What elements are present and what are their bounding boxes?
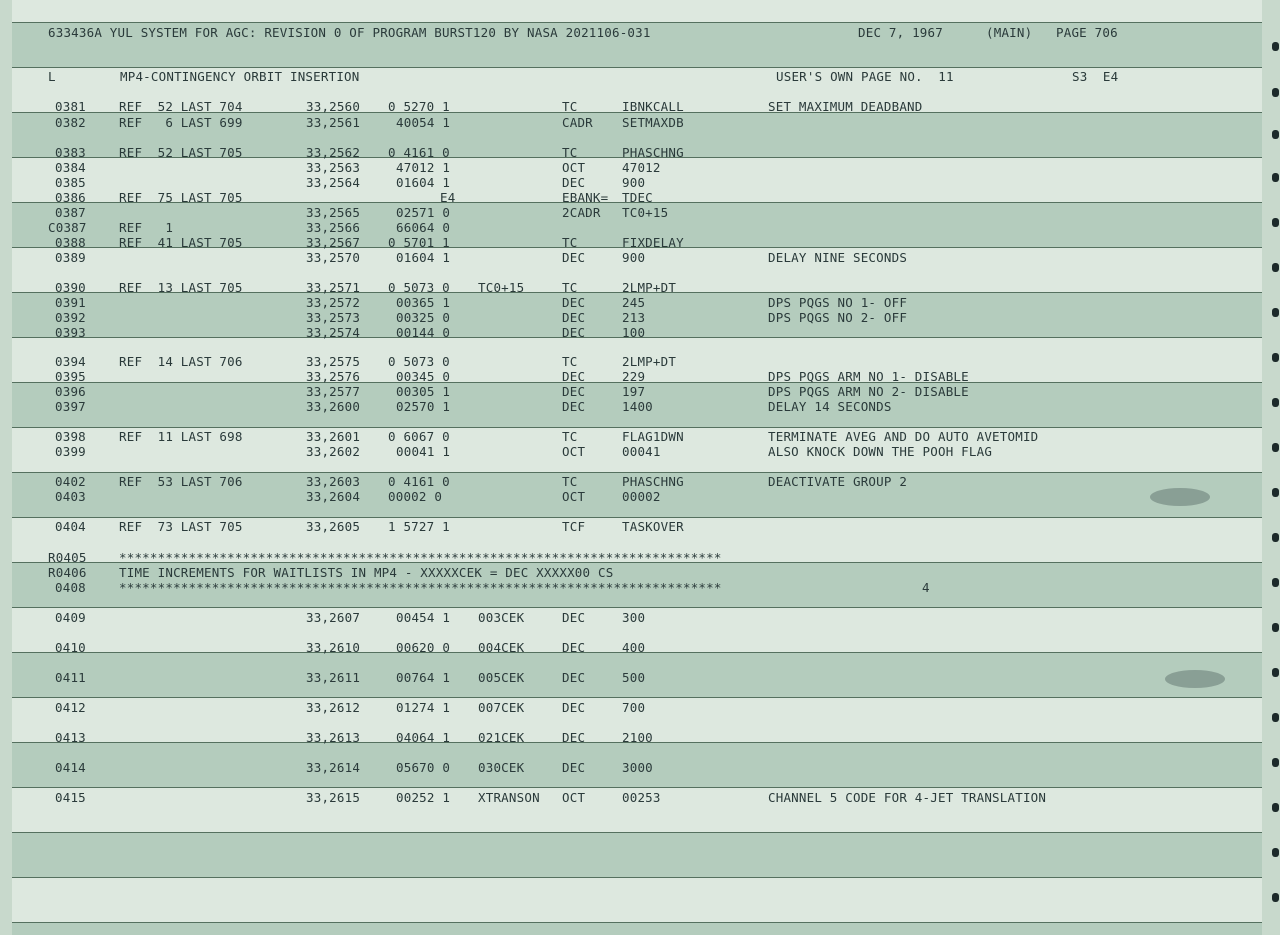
- paper-band: [12, 922, 1262, 935]
- operand: 900: [622, 175, 646, 190]
- listing-row: [0, 565, 1280, 580]
- line-number: 0399: [55, 444, 86, 459]
- line-number: 0393: [55, 325, 86, 340]
- address: 33,2604: [306, 489, 361, 504]
- feed-hole: [1272, 893, 1279, 902]
- header-page: PAGE 706: [1056, 25, 1118, 40]
- opcode: DEC: [562, 399, 586, 414]
- address: 33,2572: [306, 295, 361, 310]
- listing-row: [0, 489, 1280, 504]
- operand: 2100: [622, 730, 653, 745]
- operand: TDEC: [622, 190, 653, 205]
- listing-row: [0, 519, 1280, 534]
- listing-row: [0, 295, 1280, 310]
- octal-word: 0 6067 0: [388, 429, 450, 444]
- line-number: 0409: [55, 610, 86, 625]
- opcode: CADR: [562, 115, 593, 130]
- operand: 00041: [622, 444, 661, 459]
- address: 33,2560: [306, 99, 361, 114]
- listing-row: [0, 145, 1280, 160]
- listing-row: [0, 670, 1280, 685]
- address: 33,2613: [306, 730, 361, 745]
- address: 33,2602: [306, 444, 361, 459]
- band-rule: [12, 787, 1262, 788]
- subheader-line: [0, 69, 1280, 84]
- listing-row: [0, 220, 1280, 235]
- opcode: DEC: [562, 295, 586, 310]
- listing-row: [0, 640, 1280, 655]
- octal-word: 47012 1: [396, 160, 451, 175]
- band-rule: [12, 22, 1262, 23]
- opcode: DEC: [562, 730, 586, 745]
- line-number: 0391: [55, 295, 86, 310]
- operand: 300: [622, 610, 646, 625]
- operand: FLAG1DWN: [622, 429, 684, 444]
- address: 33,2563: [306, 160, 361, 175]
- line-number: 0404: [55, 519, 86, 534]
- listing-row: [0, 474, 1280, 489]
- listing-row: [0, 444, 1280, 459]
- octal-word: 00365 1: [396, 295, 451, 310]
- line-number: 0392: [55, 310, 86, 325]
- octal-word: 0 4161 0: [388, 474, 450, 489]
- comment: DPS PQGS ARM NO 2- DISABLE: [768, 384, 969, 399]
- band-rule: [12, 877, 1262, 878]
- operand: 00002: [622, 489, 661, 504]
- reference: REF 14 LAST 706: [119, 354, 243, 369]
- operand: TC0+15: [622, 205, 669, 220]
- listing-row: [0, 190, 1280, 205]
- operand: 229: [622, 369, 646, 384]
- address: 33,2570: [306, 250, 361, 265]
- operand: 700: [622, 700, 646, 715]
- address: 33,2561: [306, 115, 361, 130]
- line-number: 0382: [55, 115, 86, 130]
- comment: DPS PQGS NO 1- OFF: [768, 295, 908, 310]
- opcode: OCT: [562, 160, 586, 175]
- users-page-number: USER'S OWN PAGE NO. 11: [776, 69, 954, 84]
- listing-row: [0, 580, 1280, 595]
- operand: PHASCHNG: [622, 474, 684, 489]
- opcode: DEC: [562, 310, 586, 325]
- line-number: 0413: [55, 730, 86, 745]
- band-rule: [12, 607, 1262, 608]
- line-number: 0395: [55, 369, 86, 384]
- operand: 245: [622, 295, 646, 310]
- opcode: TC: [562, 354, 578, 369]
- comment: SET MAXIMUM DEADBAND: [768, 99, 923, 114]
- listing-row: [0, 384, 1280, 399]
- listing-row: [0, 310, 1280, 325]
- operand: 900: [622, 250, 646, 265]
- address: 33,2607: [306, 610, 361, 625]
- operand: 213: [622, 310, 646, 325]
- paper-band: [12, 877, 1262, 922]
- feed-hole: [1272, 130, 1279, 139]
- line-number: 0389: [55, 250, 86, 265]
- opcode: TCF: [562, 519, 586, 534]
- symbol-label: 004CEK: [478, 640, 525, 655]
- opcode: TC: [562, 280, 578, 295]
- routine-title: MP4-CONTINGENCY ORBIT INSERTION: [120, 69, 360, 84]
- band-rule: [12, 832, 1262, 833]
- opcode: TC: [562, 429, 578, 444]
- address: 33,2601: [306, 429, 361, 444]
- address: 33,2600: [306, 399, 361, 414]
- listing-row: [0, 115, 1280, 130]
- opcode: TC: [562, 99, 578, 114]
- line-number: 0403: [55, 489, 86, 504]
- comment: DPS PQGS ARM NO 1- DISABLE: [768, 369, 969, 384]
- address: 33,2567: [306, 235, 361, 250]
- ebank-setting: S3 E4: [1072, 69, 1119, 84]
- listing-row: [0, 369, 1280, 384]
- line-number: 0412: [55, 700, 86, 715]
- feed-hole: [1272, 848, 1279, 857]
- operand: 2LMP+DT: [622, 280, 677, 295]
- address: 33,2605: [306, 519, 361, 534]
- line-number: 0386: [55, 190, 86, 205]
- address: 33,2610: [306, 640, 361, 655]
- line-number: 0408: [55, 580, 86, 595]
- operand: PHASCHNG: [622, 145, 684, 160]
- opcode: DEC: [562, 250, 586, 265]
- line-number: 0396: [55, 384, 86, 399]
- address: 33,2575: [306, 354, 361, 369]
- octal-word: 00305 1: [396, 384, 451, 399]
- address: 33,2614: [306, 760, 361, 775]
- octal-word: 04064 1: [396, 730, 451, 745]
- octal-word: 66064 0: [396, 220, 451, 235]
- reference: REF 73 LAST 705: [119, 519, 243, 534]
- reference: ******************************************************************************: [119, 580, 722, 595]
- listing-row: [0, 429, 1280, 444]
- line-number: 0398: [55, 429, 86, 444]
- address: 33,2615: [306, 790, 361, 805]
- paper-band: [12, 832, 1262, 877]
- line-number: R0405: [48, 550, 87, 565]
- symbol-label: XTRANSON: [478, 790, 540, 805]
- listing-row: [0, 399, 1280, 414]
- listing-row: [0, 280, 1280, 295]
- reference: REF 13 LAST 705: [119, 280, 243, 295]
- line-number: 0387: [55, 205, 86, 220]
- opcode: DEC: [562, 640, 586, 655]
- feed-hole: [1272, 533, 1279, 542]
- band-rule: [12, 67, 1262, 68]
- line-number: R0406: [48, 565, 87, 580]
- address: 33,2573: [306, 310, 361, 325]
- line-number: 0410: [55, 640, 86, 655]
- band-rule: [12, 922, 1262, 923]
- opcode: EBANK=: [562, 190, 609, 205]
- comment: CHANNEL 5 CODE FOR 4-JET TRANSLATION: [768, 790, 1047, 805]
- octal-word: 02571 0: [396, 205, 451, 220]
- octal-word: 02570 1: [396, 399, 451, 414]
- operand: IBNKCALL: [622, 99, 684, 114]
- listing-row: [0, 700, 1280, 715]
- opcode: DEC: [562, 670, 586, 685]
- address: 33,2571: [306, 280, 361, 295]
- listing-row: [0, 205, 1280, 220]
- address: 33,2612: [306, 700, 361, 715]
- operand: 400: [622, 640, 646, 655]
- octal-word: 00620 0: [396, 640, 451, 655]
- operand: 1400: [622, 399, 653, 414]
- octal-word: 0 5073 0: [388, 280, 450, 295]
- reference: REF 1: [119, 220, 174, 235]
- comment: 4: [922, 580, 930, 595]
- line-number: 0385: [55, 175, 86, 190]
- opcode: DEC: [562, 700, 586, 715]
- octal-word: 00325 0: [396, 310, 451, 325]
- reference: REF 6 LAST 699: [119, 115, 243, 130]
- symbol-label: 021CEK: [478, 730, 525, 745]
- operand: 3000: [622, 760, 653, 775]
- symbol-label: 005CEK: [478, 670, 525, 685]
- octal-word: 00454 1: [396, 610, 451, 625]
- comment: ALSO KNOCK DOWN THE POOH FLAG: [768, 444, 993, 459]
- address: 33,2577: [306, 384, 361, 399]
- octal-word: 00764 1: [396, 670, 451, 685]
- reference: REF 11 LAST 698: [119, 429, 243, 444]
- reference: REF 52 LAST 705: [119, 145, 243, 160]
- opcode: TC: [562, 235, 578, 250]
- feed-hole: [1272, 42, 1279, 51]
- opcode: OCT: [562, 444, 586, 459]
- band-rule: [12, 472, 1262, 473]
- octal-word: 05670 0: [396, 760, 451, 775]
- listing-row: [0, 790, 1280, 805]
- header-date: DEC 7, 1967: [858, 25, 943, 40]
- band-rule: [12, 427, 1262, 428]
- octal-word: 00252 1: [396, 790, 451, 805]
- octal-word: 1 5727 1: [388, 519, 450, 534]
- octal-word: 00002 0: [388, 489, 443, 504]
- line-number: 0383: [55, 145, 86, 160]
- opcode: DEC: [562, 384, 586, 399]
- octal-word: 00345 0: [396, 369, 451, 384]
- listing-row: [0, 175, 1280, 190]
- octal-word: 01604 1: [396, 175, 451, 190]
- octal-word: 0 4161 0: [388, 145, 450, 160]
- octal-word: E4: [440, 190, 456, 205]
- operand: 00253: [622, 790, 661, 805]
- address: 33,2574: [306, 325, 361, 340]
- symbol-label: 030CEK: [478, 760, 525, 775]
- opcode: OCT: [562, 790, 586, 805]
- line-number: 0394: [55, 354, 86, 369]
- listing-row: [0, 325, 1280, 340]
- listing-row: [0, 730, 1280, 745]
- line-number: C0387: [48, 220, 87, 235]
- listing-row: [0, 235, 1280, 250]
- comment: DELAY NINE SECONDS: [768, 250, 908, 265]
- opcode: DEC: [562, 325, 586, 340]
- comment: DELAY 14 SECONDS: [768, 399, 892, 414]
- operand: 100: [622, 325, 646, 340]
- address: 33,2611: [306, 670, 361, 685]
- operand: 197: [622, 384, 646, 399]
- band-rule: [12, 517, 1262, 518]
- octal-word: 0 5073 0: [388, 354, 450, 369]
- symbol-label: 003CEK: [478, 610, 525, 625]
- opcode: TC: [562, 474, 578, 489]
- line-number: 0397: [55, 399, 86, 414]
- octal-word: 40054 1: [396, 115, 451, 130]
- listing-row: [0, 99, 1280, 114]
- reference: ******************************************************************************: [119, 550, 722, 565]
- line-number: 0415: [55, 790, 86, 805]
- address: 33,2562: [306, 145, 361, 160]
- line-number: 0388: [55, 235, 86, 250]
- listing-row: [0, 160, 1280, 175]
- symbol-label: TC0+15: [478, 280, 525, 295]
- line-number: 0384: [55, 160, 86, 175]
- feed-hole: [1272, 88, 1279, 97]
- address: 33,2566: [306, 220, 361, 235]
- opcode: DEC: [562, 369, 586, 384]
- operand: 500: [622, 670, 646, 685]
- line-number: 0402: [55, 474, 86, 489]
- opcode: 2CADR: [562, 205, 601, 220]
- operand: FIXDELAY: [622, 235, 684, 250]
- header-title: 633436A YUL SYSTEM FOR AGC: REVISION 0 OF PROGRAM BURST120 BY NASA 2021106-031: [48, 25, 651, 40]
- reference: TIME INCREMENTS FOR WAITLISTS IN MP4 - XXXXXCEK = DEC XXXXX00 CS: [119, 565, 614, 580]
- reference: REF 75 LAST 705: [119, 190, 243, 205]
- opcode: OCT: [562, 489, 586, 504]
- reference: REF 53 LAST 706: [119, 474, 243, 489]
- address: 33,2576: [306, 369, 361, 384]
- octal-word: 0 5701 1: [388, 235, 450, 250]
- listing-row: [0, 354, 1280, 369]
- address: 33,2564: [306, 175, 361, 190]
- octal-word: 00041 1: [396, 444, 451, 459]
- reference: REF 52 LAST 704: [119, 99, 243, 114]
- comment: DPS PQGS NO 2- OFF: [768, 310, 908, 325]
- operand: TASKOVER: [622, 519, 684, 534]
- reference: REF 41 LAST 705: [119, 235, 243, 250]
- octal-word: 00144 0: [396, 325, 451, 340]
- octal-word: 01604 1: [396, 250, 451, 265]
- header-section: (MAIN): [986, 25, 1033, 40]
- line-number: 0411: [55, 670, 86, 685]
- line-number: 0390: [55, 280, 86, 295]
- opcode: DEC: [562, 760, 586, 775]
- comment: TERMINATE AVEG AND DO AUTO AVETOMID: [768, 429, 1039, 444]
- symbol-label: 007CEK: [478, 700, 525, 715]
- octal-word: 01274 1: [396, 700, 451, 715]
- opcode: TC: [562, 145, 578, 160]
- opcode: DEC: [562, 610, 586, 625]
- octal-word: 0 5270 1: [388, 99, 450, 114]
- address: 33,2603: [306, 474, 361, 489]
- listing-row: [0, 550, 1280, 565]
- listing-row: [0, 250, 1280, 265]
- line-number: 0381: [55, 99, 86, 114]
- header-line: [0, 25, 1280, 40]
- address: 33,2565: [306, 205, 361, 220]
- operand: SETMAXDB: [622, 115, 684, 130]
- band-rule: [12, 697, 1262, 698]
- paper-band: [12, 0, 1262, 22]
- listing-row: [0, 610, 1280, 625]
- comment: DEACTIVATE GROUP 2: [768, 474, 908, 489]
- listing-row: [0, 760, 1280, 775]
- line-number: 0414: [55, 760, 86, 775]
- operand: 47012: [622, 160, 661, 175]
- opcode: DEC: [562, 175, 586, 190]
- log-mark: L: [48, 69, 56, 84]
- operand: 2LMP+DT: [622, 354, 677, 369]
